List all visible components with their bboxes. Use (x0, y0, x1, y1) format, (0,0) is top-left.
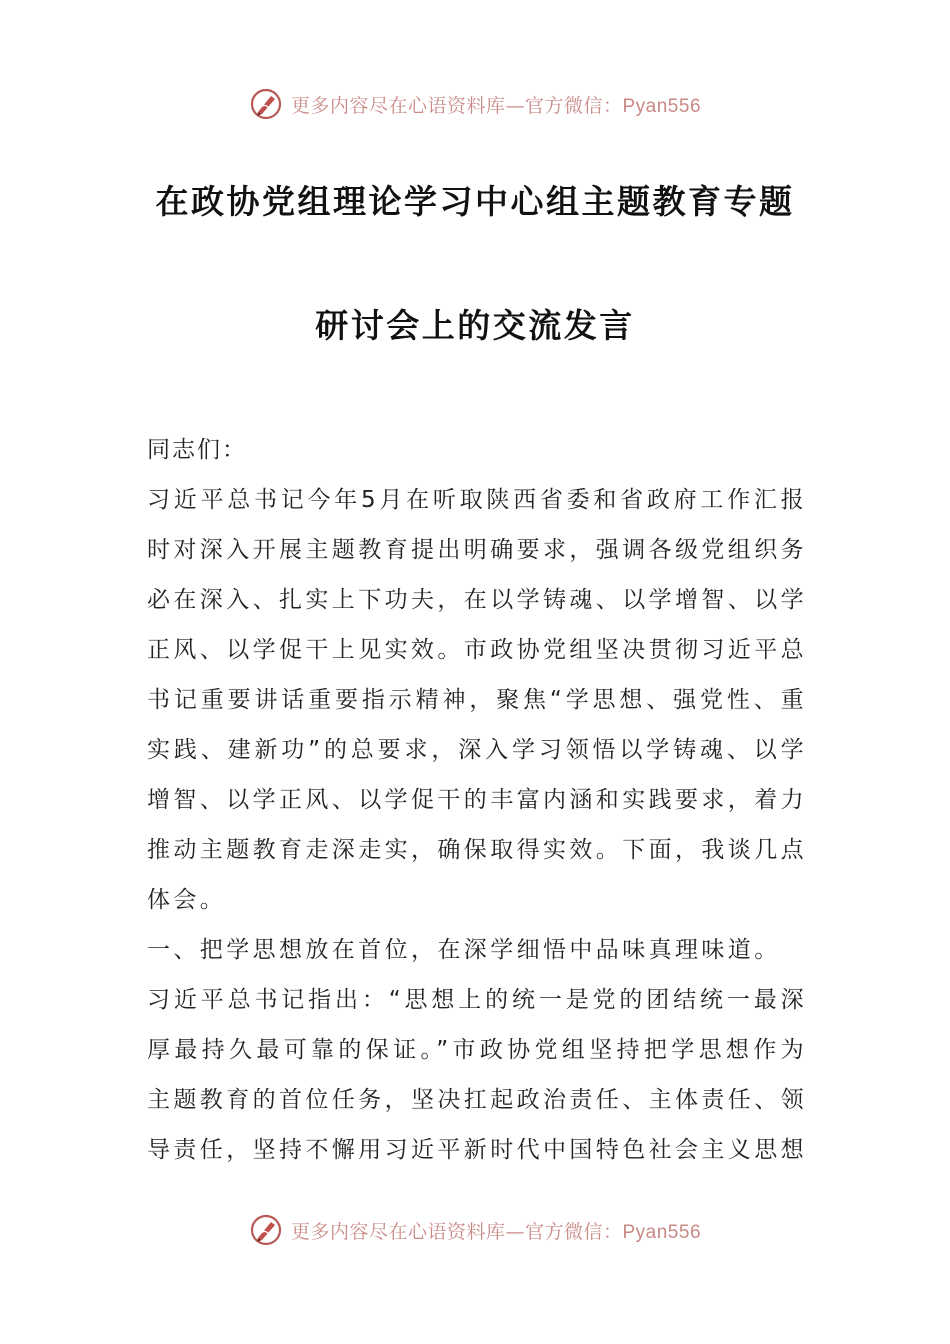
footer-watermark (0, 1208, 950, 1252)
salutation: 同志们： (147, 437, 247, 463)
section-heading-1: 一、把学思想放在首位，在深学细悟中品味真理味道。 (147, 937, 781, 963)
watermark-text: 更多内容尽在心语资料库—官方微信：Pyan556 (290, 94, 702, 117)
paragraph-section-1: 习近平总书记指出：“思想上的统一是党的团结统一最深厚最持久最可靠的保证。”市政协党组坚持把学思想作为主题教育的首位任务，坚决扛起政治责任、主体责任、领导责任，坚持不懈用习近平新时代中国特色社会主义思想 (147, 987, 807, 1163)
document-title-line-1: 在政协党组理论学习中心组主题教育专题 (155, 182, 795, 221)
watermark-text: 更多内容尽在心语资料库—官方微信：Pyan556 (290, 1220, 702, 1243)
pen-logo-icon (249, 87, 283, 121)
paragraph-intro: 习近平总书记今年5月在听取陕西省委和省政府工作汇报时对深入开展主题教育提出明确要求，强调各级党组织务必在深入、扎实上下功夫，在以学铸魂、以学增智、以学正风、以学促干上见实效。市政协党组坚决贯彻习近平总书记重要讲话重要指示精神，聚焦“学思想、强党性、重实践、建新功”的总要求，深入学习领悟以学铸魂、以学增智、以学正风、以学促干的丰富内涵和实践要求，着力推动主题教育走深走实，确保取得实效。下面，我谈几点体会。 (147, 487, 807, 913)
document-title-line-2: 研讨会上的交流发言 (315, 306, 635, 345)
document-body (147, 425, 807, 1175)
pen-logo-icon (249, 1213, 283, 1247)
header-watermark (0, 82, 950, 126)
